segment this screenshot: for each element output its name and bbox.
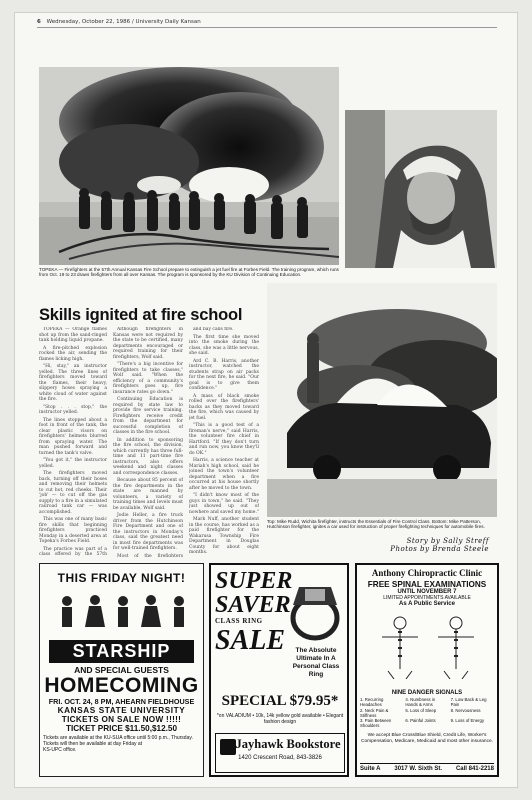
clinic-name: Anthony Chiropractic Clinic <box>371 568 483 578</box>
clinic-headline: FREE SPINAL EXAMINATIONS <box>367 580 487 589</box>
ad-friday-title: THIS FRIDAY NIGHT! <box>57 571 186 585</box>
column-paragraph: Jodie Heller, a fire truck driver from the Hutchinson Fire Department and one of the instructors in Monday's class, said the greatest need in most fire departments was for well-trained firefighters. <box>113 513 183 551</box>
photo-fire-training <box>39 67 339 265</box>
article-byline <box>390 537 489 553</box>
ad-ring-word-sale: SALE <box>215 625 286 656</box>
column-paragraph: The first time she moved into the smoke during the class, she was a little nervous, she said. <box>189 334 259 356</box>
column-paragraph: A mass of black smoke rolled over the firefighters' backs as they moved toward the fire, which was caused by jet fuel. <box>189 393 259 421</box>
column-paragraph: Ard C. B. Harris, another instructor, watched the students strap on air packs for the next fire, he said. "Our goal is to give them confidence." <box>189 358 259 391</box>
column-paragraph: "There's a big incentive for firefighters to take classes," Wolf said. "When the efficiency of a community's firefighters goes up, fire insurance rates go down." <box>113 362 183 395</box>
column-paragraph: The practice was part of a class offered by the 57th <box>39 546 107 557</box>
column-paragraph: Mark Nuff, another student in the course, has worked as a paid firefighter for the Wakarusa Township Fire Department in Douglas County for about eight months. <box>189 517 259 555</box>
danger-signal-item: 3. Pain Between Shoulders <box>360 718 392 729</box>
main-photo-caption: TOPEKA — Firefighters at the 57th Annual Kansas Fire School prepare to extinguish a jet fuel fire at Forbes Field. The training program, which runs from Oct. 19 to 23 draws firefighters from all over Kansas. The program is sponsored by the KU Division of Continuing Education. <box>39 267 339 278</box>
clinic-phone: Call 841-2218 <box>455 766 494 772</box>
ad-ring-headline-block <box>215 568 293 656</box>
danger-signal-item: 7. Low Back & Leg Pain <box>450 697 487 708</box>
danger-signal-item: 5. Loss of Sleep <box>405 707 437 713</box>
ad-ring-sub: CLASS RING <box>215 617 263 625</box>
clinic-service: As A Public Service <box>399 601 455 607</box>
article-headline: Skills ignited at fire school <box>39 306 243 324</box>
column-paragraph: Most of the firefighters <box>117 553 183 557</box>
ad-fine-print-2: KS-UPC office. <box>43 747 77 753</box>
spine-diagram-illustration <box>360 615 496 679</box>
ad-school: KANSAS STATE UNIVERSITY <box>57 706 186 715</box>
clinic-suite: Suite A <box>360 766 381 772</box>
column-paragraph: A fire-pitched explosion rocked the air, sending the flames licking high. <box>39 345 107 362</box>
danger-signal-item: 9. Loss of Energy <box>450 718 485 724</box>
clinic-footer <box>360 763 494 772</box>
column-paragraph: and bay calls fire. <box>193 327 234 332</box>
ad-venue: FRI. OCT. 24, 8 PM, AHEARN FIELDHOUSE <box>48 697 195 706</box>
ad-price: TICKET PRICE $11.50,$12.50 <box>65 724 178 733</box>
photo-burning-car <box>267 283 497 517</box>
byline-story: Story by Sally Streff <box>406 537 489 545</box>
column-paragraph: Harris, a science teacher at Mariah's high school, said he joined the town's volunteer department when a fire occurred at his house shortly after he moved to the town. <box>189 458 259 491</box>
ad-ring-store-block <box>215 733 345 773</box>
danger-signal-item: 6. Painful Joints <box>405 718 436 724</box>
ad-act-name: STARSHIP <box>49 640 194 663</box>
class-ring-icon <box>285 573 345 643</box>
column-paragraph: The firefighters moved back, turning off their hoses and removing their helmets to cut hot, red cheeks. Their 'job' — to cut off the gas supply to a fire in a simulated railroad tank car — was accomplished. <box>39 471 107 515</box>
clinic-address: 3017 W. Sixth St. <box>394 766 443 772</box>
fire-photo-illustration <box>39 67 339 265</box>
ad-fine-print-1: Tickets are available at the KU-SUA office until 5:00 p.m., Thursday. Tickets will then be available at day Friday at <box>43 735 193 747</box>
ad-ring-tagline: The Absolute Ultimate In A Personal Class Ring <box>292 647 340 678</box>
column-paragraph: "This is a good test of a fireman's nerve," said Harris, the volunteer fire chief in Hartford. "If they don't turn and run now, you know they'll do OK." <box>189 423 259 456</box>
article-column-1 <box>39 327 107 557</box>
column-paragraph: In addition to sponsoring the fire school, the division, which currently has three full-time and 11 part-time fire instructors, also offers weekend and night classes and correspondence classes. <box>113 437 183 476</box>
clinic-signals-list <box>360 697 494 729</box>
danger-signal-item: 1. Recurring Headaches <box>360 697 384 708</box>
column-paragraph: The lines stopped about a foot in front of the tank, the clear plastic visors on firefighters' helmets blurred from spraying water. The man pushed forward and turned the tank's valve. <box>39 417 107 456</box>
ad-ring-special: SPECIAL $79.95* <box>221 693 339 709</box>
ad-ring-store: Jayhawk Bookstore <box>235 737 341 751</box>
folio-line <box>37 19 497 28</box>
column-paragraph: TOPEKA — Orange flames shot up from the sand-ringed tank holding liquid propane. <box>39 327 107 343</box>
ad-ring-word-super: SUPER <box>215 568 293 594</box>
column-paragraph: "You got it," the instructor yelled. <box>39 458 107 469</box>
column-paragraph: "Hi, stay," an instructor yelled. The three lines of firefighters moved toward the flames, their heavy, slippery hoses spraying a white cloud of water against the fire. <box>39 364 107 402</box>
ad-guests: AND SPECIAL GUESTS <box>74 665 169 675</box>
danger-signal-item: 8. Nervousness <box>450 707 481 713</box>
newspaper-page <box>14 12 518 788</box>
ad-chiropractic-clinic <box>355 563 499 777</box>
clinic-until: UNTIL NOVEMBER 7 <box>397 589 457 595</box>
clinic-signals-title: NINE DANGER SIGNALS <box>391 690 463 696</box>
store-logo-icon <box>220 739 236 755</box>
column-paragraph: "Stop . . . stop," the instructor yelled. <box>39 404 107 415</box>
bottom-photo-caption: Top: Mike Rudd, Wichita firefighter, instructs the Essentials of Fire Control Class. Bottom: Mike Patterson, Hutchinson firefighter, ignites a car used for instruction of proper firefighting techniques for automobile fires. <box>267 519 485 530</box>
column-paragraph: Continuing Education is required by state law to provide fire service training. Firefighters receive credit from the department for successful completion of classes in the fire school. <box>113 397 183 435</box>
burning-car-illustration <box>267 283 497 517</box>
danger-signal-item: 4. Numbness in Hands & Arms <box>405 697 436 708</box>
column-paragraph: Because about 85 percent of the fire departments in the state are manned by volunteers, a variety of training times and levels must be available, Wolf said. <box>113 478 183 511</box>
portrait-illustration <box>345 110 497 268</box>
ad-starship-homecoming <box>39 563 204 777</box>
ad-super-saver-ring <box>209 563 349 777</box>
byline-photos: Photos by Brenda Steele <box>390 545 489 553</box>
danger-signal-item: 2. Neck Pain & Stiffness <box>360 707 389 718</box>
clinic-insurance: We accept Blue Cross/Blue Shield, Credit Life, Worker's Compensation, Medicare, Medicaid and most other insurance. <box>361 732 493 744</box>
column-paragraph: "I didn't know most of the guys in town," he said. "They just showed up out of nowhere and saved my home." <box>189 493 259 515</box>
article-column-2 <box>113 327 183 557</box>
column-paragraph: This was one of many basic fire skills that beginning firefighters practiced Monday in a deserted area at Topeka's Forbes Field. <box>39 517 107 544</box>
ad-ring-address: 1420 Crescent Road, 843-3826 <box>238 755 322 761</box>
article-column-3 <box>189 327 259 557</box>
ad-sale: TICKETS ON SALE NOW !!!!! <box>61 715 182 724</box>
page-number: 6 <box>37 19 41 25</box>
column-paragraph: Although firefighters in Kansas were not required by the state to be certified, many departments encouraged or required training for their firefighters, Wolf said. <box>113 327 183 360</box>
folio-text: Wednesday, October 22, 1986 / University Daily Kansan <box>46 19 201 25</box>
ad-event-name: HOMECOMING <box>44 674 199 697</box>
band-members-illustration <box>47 591 197 631</box>
clinic-limited: LIMITED APPOINTMENTS AVAILABLE <box>383 595 471 601</box>
photo-firefighter-portrait <box>345 110 497 268</box>
ad-ring-word-saver: SAVER <box>215 592 291 618</box>
ad-ring-fine: *on VALADIUM • 10k, 14k yellow gold available • Elegant fashion design <box>216 713 344 725</box>
